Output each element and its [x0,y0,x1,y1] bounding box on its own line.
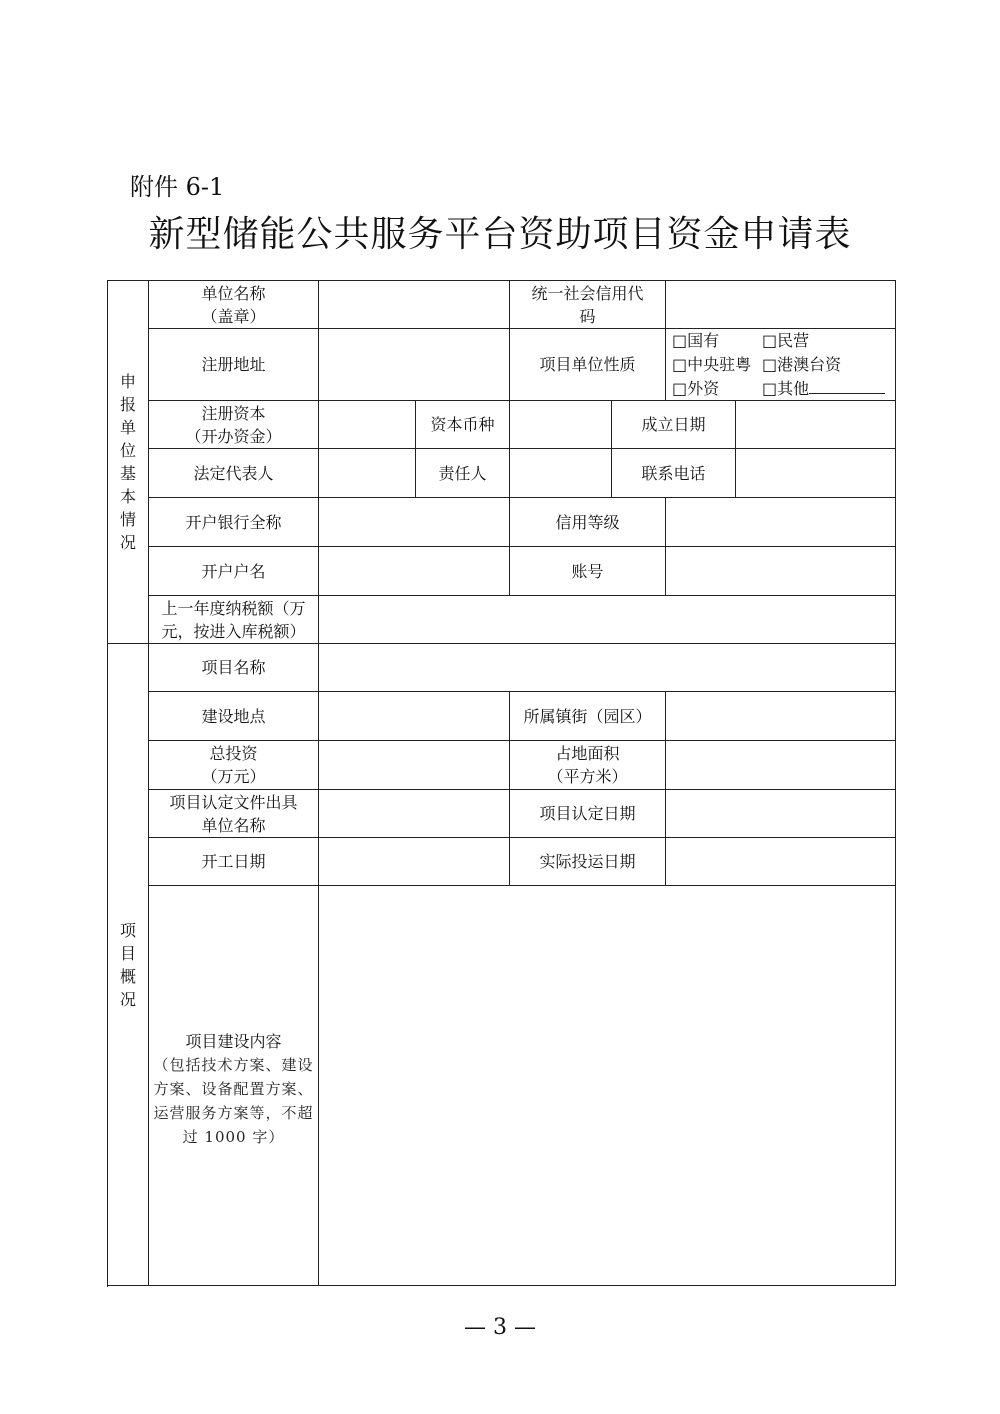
phone-field[interactable] [736,449,896,498]
account-no-field[interactable] [666,547,896,596]
total-invest-label: 总投资 （万元） [149,741,319,790]
credit-rating-label: 信用等级 [510,498,666,547]
credit-code-field[interactable] [666,281,896,329]
account-no-label: 账号 [510,547,666,596]
nature-option-other[interactable]: □其他 [762,377,892,400]
bank-name-label: 开户银行全称 [149,498,319,547]
account-name-label: 开户户名 [149,547,319,596]
start-date-field[interactable] [319,838,510,886]
nature-option-central[interactable]: □中央驻粤 [672,355,752,374]
credit-code-label: 统一社会信用代 码 [510,281,666,329]
bank-name-field[interactable] [319,498,510,547]
legal-rep-field[interactable] [319,449,416,498]
cert-date-label: 项目认定日期 [510,790,666,838]
tax-label: 上一年度纳税额（万元，按进入库税额） [149,596,319,644]
cert-date-field[interactable] [666,790,896,838]
currency-label: 资本币种 [416,401,510,449]
unit-name-label: 单位名称 （盖章） [149,281,319,329]
other-blank-line[interactable] [809,377,885,394]
unit-name-field[interactable] [319,281,510,329]
nature-option-private[interactable]: □民营 [762,331,810,350]
nature-option-foreign[interactable]: □外资 [672,379,720,398]
nature-option-state[interactable]: □国有 [672,331,720,350]
town-label: 所属镇街（园区） [510,692,666,741]
start-date-label: 开工日期 [149,838,319,886]
reg-capital-field[interactable] [319,401,416,449]
currency-field[interactable] [510,401,612,449]
phone-label: 联系电话 [612,449,736,498]
area-label: 占地面积 （平方米） [510,741,666,790]
location-field[interactable] [319,692,510,741]
cert-issuer-label: 项目认定文件出具 单位名称 [149,790,319,838]
project-name-label: 项目名称 [149,644,319,692]
town-field[interactable] [666,692,896,741]
page-number: — 3 — [464,1315,536,1340]
credit-rating-field[interactable] [666,498,896,547]
responsible-field[interactable] [510,449,612,498]
section-basic-info-label: 申报单位基本情况 [108,281,149,644]
est-date-field[interactable] [736,401,896,449]
project-name-field[interactable] [319,644,896,692]
account-name-field[interactable] [319,547,510,596]
total-invest-field[interactable] [319,741,510,790]
attachment-label: 附件 6-1 [130,173,225,201]
unit-nature-label: 项目单位性质 [510,329,666,401]
responsible-label: 责任人 [416,449,510,498]
cert-issuer-field[interactable] [319,790,510,838]
content-title: 项目建设内容 [185,1032,282,1051]
form-title: 新型储能公共服务平台资助项目资金申请表 [148,214,852,255]
est-date-label: 成立日期 [612,401,736,449]
op-date-label: 实际投运日期 [510,838,666,886]
unit-nature-options [666,329,896,401]
content-label [149,886,319,1286]
content-note: （包括技术方案、建设方案、设备配置方案、运营服务方案等，不超过 1000 字） [153,1056,314,1146]
application-form [107,280,896,1286]
legal-rep-label: 法定代表人 [149,449,319,498]
reg-address-label: 注册地址 [149,329,319,401]
op-date-field[interactable] [666,838,896,886]
section-project-label: 项目概况 [108,644,149,1286]
content-field[interactable] [319,886,896,1286]
area-field[interactable] [666,741,896,790]
reg-capital-label: 注册资本 （开办资金） [149,401,319,449]
reg-address-field[interactable] [319,329,510,401]
location-label: 建设地点 [149,692,319,741]
tax-field[interactable] [319,596,896,644]
nature-option-hmt[interactable]: □港澳台资 [762,355,842,374]
